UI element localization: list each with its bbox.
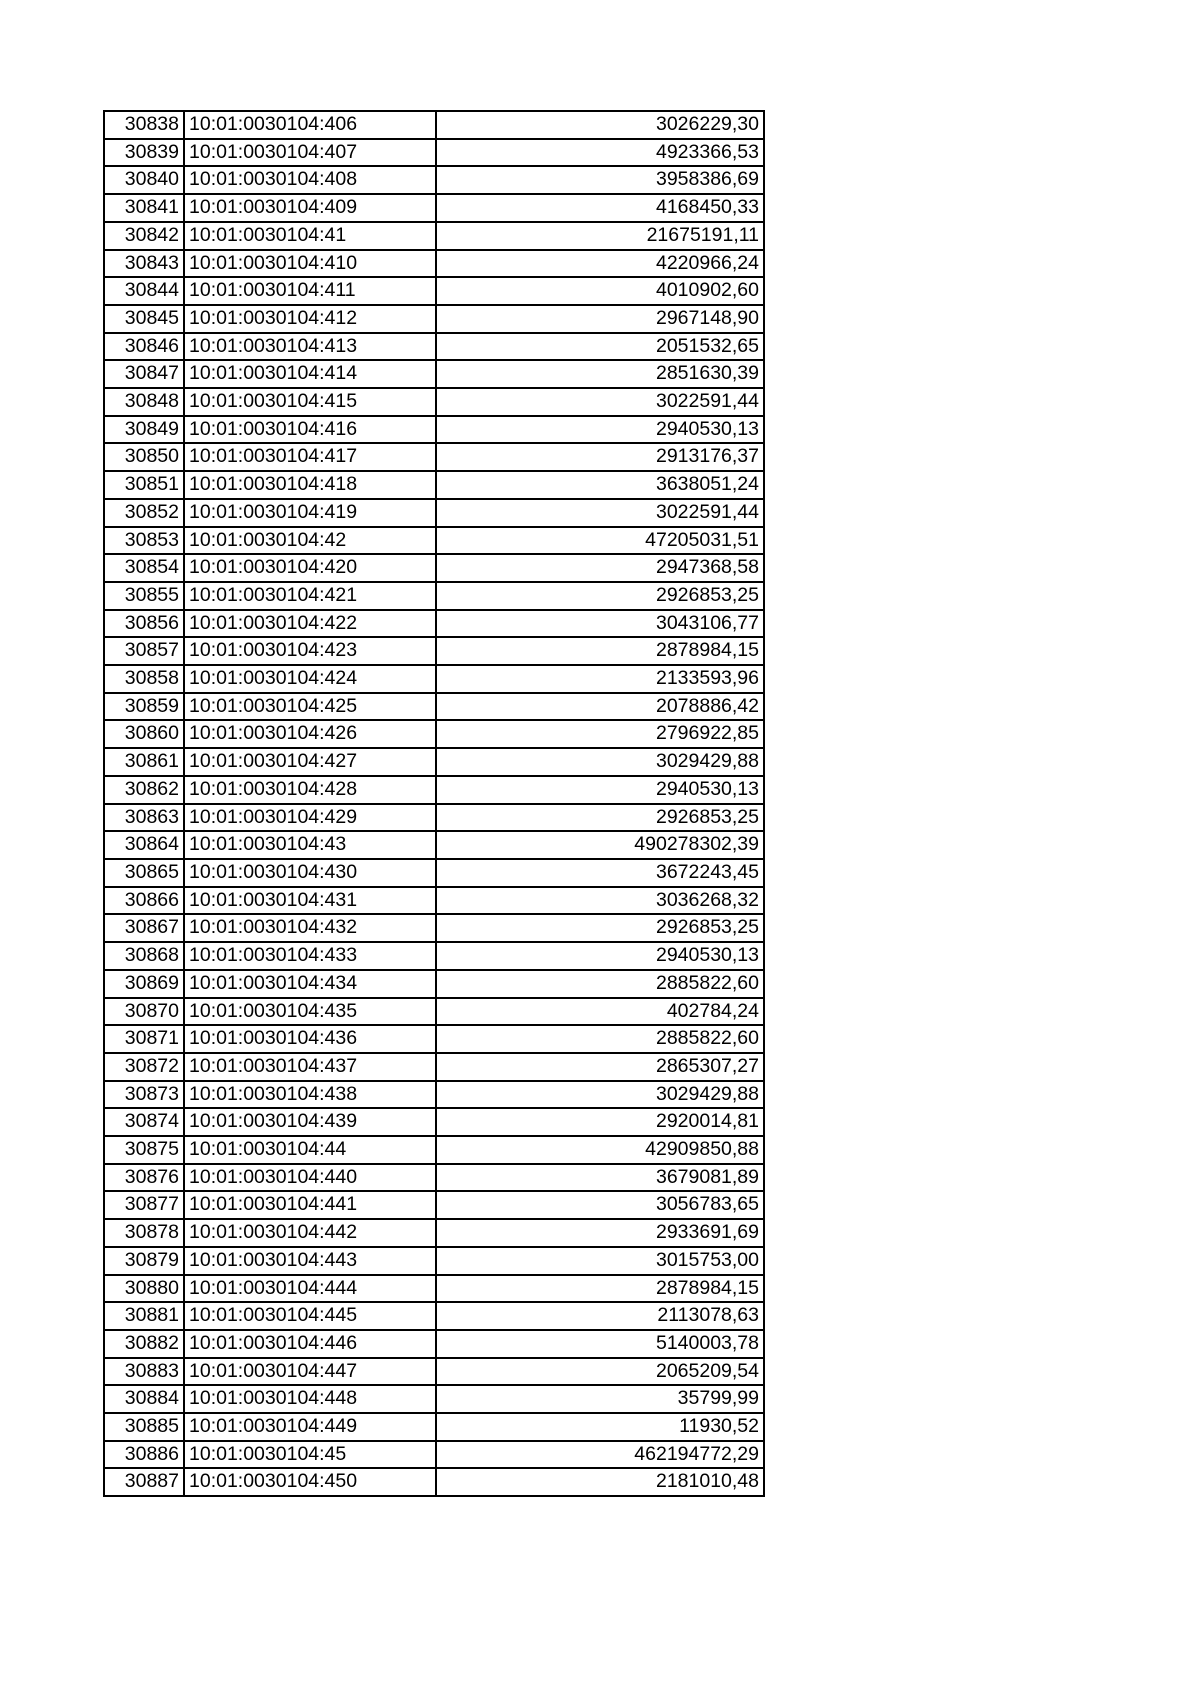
table-row (104, 194, 764, 222)
cadastral-number-cell: 10:01:0030104:42 (184, 527, 436, 555)
table-row (104, 637, 764, 665)
table-row (104, 139, 764, 167)
row-number-cell: 30875 (104, 1136, 184, 1164)
value-cell: 2878984,15 (436, 637, 764, 665)
table-row (104, 970, 764, 998)
value-cell: 47205031,51 (436, 527, 764, 555)
cadastral-number-cell: 10:01:0030104:449 (184, 1413, 436, 1441)
table-row (104, 942, 764, 970)
row-number-cell: 30878 (104, 1219, 184, 1247)
cadastral-number-cell: 10:01:0030104:418 (184, 471, 436, 499)
table-row (104, 1413, 764, 1441)
value-cell: 2926853,25 (436, 914, 764, 942)
value-cell: 402784,24 (436, 998, 764, 1026)
value-cell: 2065209,54 (436, 1358, 764, 1386)
value-cell: 11930,52 (436, 1413, 764, 1441)
row-number-cell: 30866 (104, 887, 184, 915)
table-row (104, 887, 764, 915)
row-number-cell: 30862 (104, 776, 184, 804)
value-cell: 2933691,69 (436, 1219, 764, 1247)
value-cell: 462194772,29 (436, 1441, 764, 1469)
table-row (104, 914, 764, 942)
cadastral-number-cell: 10:01:0030104:443 (184, 1247, 436, 1275)
cadastral-number-cell: 10:01:0030104:445 (184, 1302, 436, 1330)
table-row (104, 1025, 764, 1053)
table-row (104, 416, 764, 444)
row-number-cell: 30851 (104, 471, 184, 499)
value-cell: 4220966,24 (436, 250, 764, 278)
value-cell: 2913176,37 (436, 443, 764, 471)
value-cell: 4010902,60 (436, 277, 764, 305)
value-cell: 3029429,88 (436, 1081, 764, 1109)
table-row (104, 527, 764, 555)
cadastral-number-cell: 10:01:0030104:446 (184, 1330, 436, 1358)
table-row (104, 250, 764, 278)
cadastral-number-cell: 10:01:0030104:429 (184, 804, 436, 832)
row-number-cell: 30872 (104, 1053, 184, 1081)
row-number-cell: 30884 (104, 1385, 184, 1413)
table-row (104, 1358, 764, 1386)
cadastral-number-cell: 10:01:0030104:410 (184, 250, 436, 278)
table-row (104, 1136, 764, 1164)
cadastral-number-cell: 10:01:0030104:431 (184, 887, 436, 915)
row-number-cell: 30883 (104, 1358, 184, 1386)
value-cell: 3022591,44 (436, 499, 764, 527)
row-number-cell: 30842 (104, 222, 184, 250)
row-number-cell: 30861 (104, 748, 184, 776)
row-number-cell: 30868 (104, 942, 184, 970)
value-cell: 2878984,15 (436, 1275, 764, 1303)
value-cell: 2181010,48 (436, 1468, 764, 1496)
value-cell: 3672243,45 (436, 859, 764, 887)
value-cell: 2865307,27 (436, 1053, 764, 1081)
row-number-cell: 30856 (104, 610, 184, 638)
cadastral-number-cell: 10:01:0030104:442 (184, 1219, 436, 1247)
table-row (104, 166, 764, 194)
value-cell: 2133593,96 (436, 665, 764, 693)
value-cell: 2940530,13 (436, 776, 764, 804)
value-cell: 2940530,13 (436, 942, 764, 970)
cadastral-number-cell: 10:01:0030104:447 (184, 1358, 436, 1386)
row-number-cell: 30887 (104, 1468, 184, 1496)
cadastral-number-cell: 10:01:0030104:450 (184, 1468, 436, 1496)
value-cell: 3015753,00 (436, 1247, 764, 1275)
row-number-cell: 30885 (104, 1413, 184, 1441)
table-row (104, 748, 764, 776)
value-cell: 2967148,90 (436, 305, 764, 333)
cadastral-number-cell: 10:01:0030104:419 (184, 499, 436, 527)
row-number-cell: 30841 (104, 194, 184, 222)
row-number-cell: 30859 (104, 693, 184, 721)
cadastral-number-cell: 10:01:0030104:415 (184, 388, 436, 416)
value-cell: 2851630,39 (436, 360, 764, 388)
cadastral-number-cell: 10:01:0030104:436 (184, 1025, 436, 1053)
cadastral-number-cell: 10:01:0030104:428 (184, 776, 436, 804)
cadastral-number-cell: 10:01:0030104:441 (184, 1191, 436, 1219)
table-row (104, 1191, 764, 1219)
cadastral-number-cell: 10:01:0030104:435 (184, 998, 436, 1026)
value-cell: 3029429,88 (436, 748, 764, 776)
cadastral-number-cell: 10:01:0030104:44 (184, 1136, 436, 1164)
row-number-cell: 30843 (104, 250, 184, 278)
table-row (104, 1468, 764, 1496)
value-cell: 2113078,63 (436, 1302, 764, 1330)
row-number-cell: 30880 (104, 1275, 184, 1303)
table-row (104, 1247, 764, 1275)
table-row (104, 1330, 764, 1358)
table-row (104, 333, 764, 361)
row-number-cell: 30838 (104, 111, 184, 139)
cadastral-number-cell: 10:01:0030104:427 (184, 748, 436, 776)
cadastral-number-cell: 10:01:0030104:425 (184, 693, 436, 721)
row-number-cell: 30876 (104, 1164, 184, 1192)
row-number-cell: 30865 (104, 859, 184, 887)
value-cell: 2078886,42 (436, 693, 764, 721)
table-row (104, 1081, 764, 1109)
table-row (104, 998, 764, 1026)
value-cell: 2885822,60 (436, 1025, 764, 1053)
table-row (104, 277, 764, 305)
cadastral-number-cell: 10:01:0030104:448 (184, 1385, 436, 1413)
value-cell: 2926853,25 (436, 804, 764, 832)
table-row (104, 665, 764, 693)
cadastral-number-cell: 10:01:0030104:407 (184, 139, 436, 167)
table-row (104, 471, 764, 499)
row-number-cell: 30846 (104, 333, 184, 361)
table-row (104, 222, 764, 250)
value-cell: 42909850,88 (436, 1136, 764, 1164)
cadastral-number-cell: 10:01:0030104:413 (184, 333, 436, 361)
table-row (104, 831, 764, 859)
table-row (104, 804, 764, 832)
table-row (104, 1302, 764, 1330)
cadastral-number-cell: 10:01:0030104:438 (184, 1081, 436, 1109)
value-cell: 3056783,65 (436, 1191, 764, 1219)
row-number-cell: 30871 (104, 1025, 184, 1053)
table-row (104, 360, 764, 388)
cadastral-number-cell: 10:01:0030104:426 (184, 720, 436, 748)
table-row (104, 859, 764, 887)
cadastral-number-cell: 10:01:0030104:408 (184, 166, 436, 194)
table-row (104, 1108, 764, 1136)
row-number-cell: 30855 (104, 582, 184, 610)
row-number-cell: 30874 (104, 1108, 184, 1136)
cadastral-number-cell: 10:01:0030104:444 (184, 1275, 436, 1303)
cadastral-number-cell: 10:01:0030104:412 (184, 305, 436, 333)
table-row (104, 1385, 764, 1413)
row-number-cell: 30854 (104, 554, 184, 582)
cadastral-number-cell: 10:01:0030104:409 (184, 194, 436, 222)
row-number-cell: 30886 (104, 1441, 184, 1469)
table-row (104, 554, 764, 582)
table-row (104, 388, 764, 416)
row-number-cell: 30852 (104, 499, 184, 527)
row-number-cell: 30882 (104, 1330, 184, 1358)
table-row (104, 610, 764, 638)
table-row (104, 776, 764, 804)
table-row (104, 1275, 764, 1303)
table-row (104, 111, 764, 139)
data-table (103, 110, 765, 1497)
table-row (104, 305, 764, 333)
value-cell: 3958386,69 (436, 166, 764, 194)
row-number-cell: 30839 (104, 139, 184, 167)
value-cell: 21675191,11 (436, 222, 764, 250)
row-number-cell: 30881 (104, 1302, 184, 1330)
row-number-cell: 30858 (104, 665, 184, 693)
table-row (104, 1219, 764, 1247)
row-number-cell: 30877 (104, 1191, 184, 1219)
row-number-cell: 30857 (104, 637, 184, 665)
value-cell: 3026229,30 (436, 111, 764, 139)
table-row (104, 499, 764, 527)
value-cell: 2051532,65 (436, 333, 764, 361)
cadastral-number-cell: 10:01:0030104:417 (184, 443, 436, 471)
cadastral-number-cell: 10:01:0030104:420 (184, 554, 436, 582)
cadastral-number-cell: 10:01:0030104:430 (184, 859, 436, 887)
value-cell: 2885822,60 (436, 970, 764, 998)
row-number-cell: 30869 (104, 970, 184, 998)
row-number-cell: 30853 (104, 527, 184, 555)
row-number-cell: 30860 (104, 720, 184, 748)
table-row (104, 693, 764, 721)
cadastral-number-cell: 10:01:0030104:439 (184, 1108, 436, 1136)
cadastral-number-cell: 10:01:0030104:424 (184, 665, 436, 693)
cadastral-number-cell: 10:01:0030104:414 (184, 360, 436, 388)
value-cell: 3022591,44 (436, 388, 764, 416)
table-row (104, 1053, 764, 1081)
value-cell: 3638051,24 (436, 471, 764, 499)
row-number-cell: 30873 (104, 1081, 184, 1109)
cadastral-number-cell: 10:01:0030104:406 (184, 111, 436, 139)
value-cell: 2920014,81 (436, 1108, 764, 1136)
row-number-cell: 30863 (104, 804, 184, 832)
value-cell: 2947368,58 (436, 554, 764, 582)
row-number-cell: 30867 (104, 914, 184, 942)
value-cell: 4923366,53 (436, 139, 764, 167)
cadastral-number-cell: 10:01:0030104:422 (184, 610, 436, 638)
row-number-cell: 30864 (104, 831, 184, 859)
cadastral-number-cell: 10:01:0030104:45 (184, 1441, 436, 1469)
value-cell: 490278302,39 (436, 831, 764, 859)
cadastral-number-cell: 10:01:0030104:433 (184, 942, 436, 970)
cadastral-number-cell: 10:01:0030104:43 (184, 831, 436, 859)
table-row (104, 582, 764, 610)
value-cell: 4168450,33 (436, 194, 764, 222)
value-cell: 2926853,25 (436, 582, 764, 610)
value-cell: 3036268,32 (436, 887, 764, 915)
value-cell: 2940530,13 (436, 416, 764, 444)
cadastral-number-cell: 10:01:0030104:416 (184, 416, 436, 444)
cadastral-number-cell: 10:01:0030104:440 (184, 1164, 436, 1192)
cadastral-number-cell: 10:01:0030104:41 (184, 222, 436, 250)
cadastral-number-cell: 10:01:0030104:421 (184, 582, 436, 610)
cadastral-number-cell: 10:01:0030104:411 (184, 277, 436, 305)
value-cell: 5140003,78 (436, 1330, 764, 1358)
value-cell: 3679081,89 (436, 1164, 764, 1192)
row-number-cell: 30870 (104, 998, 184, 1026)
table-row (104, 443, 764, 471)
value-cell: 3043106,77 (436, 610, 764, 638)
cadastral-number-cell: 10:01:0030104:423 (184, 637, 436, 665)
row-number-cell: 30844 (104, 277, 184, 305)
row-number-cell: 30879 (104, 1247, 184, 1275)
row-number-cell: 30840 (104, 166, 184, 194)
table-body (104, 111, 764, 1496)
table-row (104, 1441, 764, 1469)
row-number-cell: 30848 (104, 388, 184, 416)
value-cell: 2796922,85 (436, 720, 764, 748)
cadastral-number-cell: 10:01:0030104:432 (184, 914, 436, 942)
cadastral-number-cell: 10:01:0030104:437 (184, 1053, 436, 1081)
row-number-cell: 30847 (104, 360, 184, 388)
table-row (104, 720, 764, 748)
row-number-cell: 30845 (104, 305, 184, 333)
row-number-cell: 30850 (104, 443, 184, 471)
value-cell: 35799,99 (436, 1385, 764, 1413)
row-number-cell: 30849 (104, 416, 184, 444)
cadastral-number-cell: 10:01:0030104:434 (184, 970, 436, 998)
table-row (104, 1164, 764, 1192)
